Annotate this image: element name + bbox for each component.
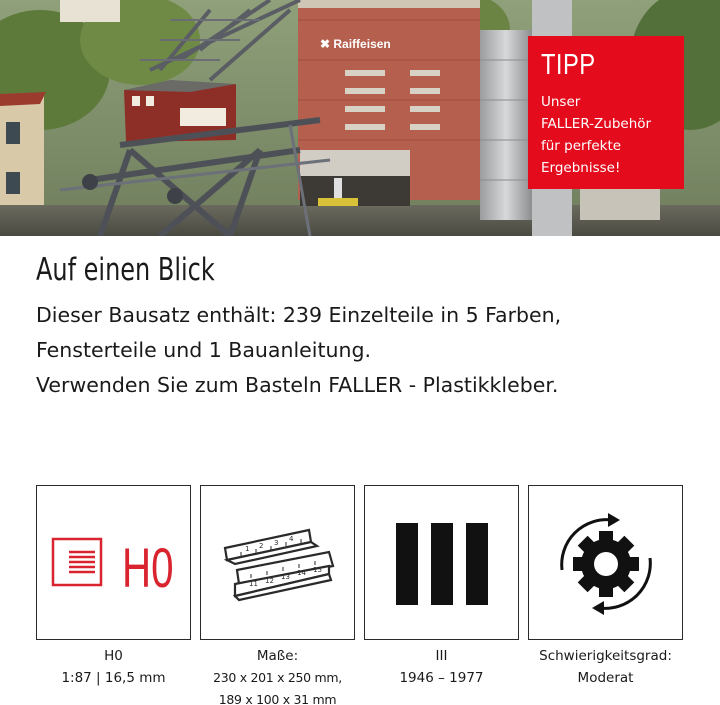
caption-title: Schwierigkeitsgrad: [539,648,672,664]
hero-image [0,0,720,236]
tip-line: Unser [541,94,581,110]
tip-line: FALLER-Zubehör [541,116,652,132]
raiffeisen-sign: ✖ Raiffeisen [320,37,391,51]
tip-text [541,91,684,179]
caption-scale [36,645,191,689]
scale-h0-icon [37,486,192,641]
gear-cycle-icon [529,486,684,641]
ruler-number: 2 [259,542,264,550]
caption-line: Moderat [577,670,634,686]
caption-title: III [435,648,448,664]
tip-title: TIPP [541,49,596,81]
feature-box-difficulty [528,485,683,640]
caption-epoch [364,645,519,689]
ruler-number: 14 [297,569,306,577]
caption-title: Maße: [256,648,299,664]
caption-line: 230 x 201 x 250 mm, [213,670,342,685]
kit-description [36,298,561,403]
description-line: Fensterteile und 1 Bauanleitung. [36,338,372,362]
ruler-number: 15 [313,566,322,574]
ruler-number: 13 [281,573,290,581]
h0-label: H0 [122,537,174,600]
tip-line: Ergebnisse! [541,160,621,176]
feature-box-scale [36,485,191,640]
caption-line: 189 x 100 x 31 mm [218,692,337,705]
description-line: Dieser Bausatz enthält: 239 Einzelteile in 5 Farben, [36,303,562,327]
feature-box-dimensions [200,485,355,640]
description-line: Verwenden Sie zum Basteln FALLER - Plastikkleber. [36,373,559,397]
folding-ruler-icon [201,486,356,641]
ruler-number: 12 [265,577,274,585]
ruler-number: 4 [289,535,294,543]
ruler-number: 11 [249,580,258,588]
ruler-number: 3 [274,539,279,547]
tip-box [528,36,684,189]
caption-line: 1946 – 1977 [399,670,484,686]
ruler-number: 1 [245,545,250,553]
section-heading: Auf einen Blick [36,252,215,288]
tip-line: für perfekte [541,138,622,154]
epoch-iii-icon [365,486,520,641]
caption-line: 1:87 | 16,5 mm [61,670,166,686]
caption-title: H0 [104,648,123,664]
feature-box-epoch [364,485,519,640]
caption-difficulty [528,645,683,689]
caption-dimensions [200,645,355,705]
